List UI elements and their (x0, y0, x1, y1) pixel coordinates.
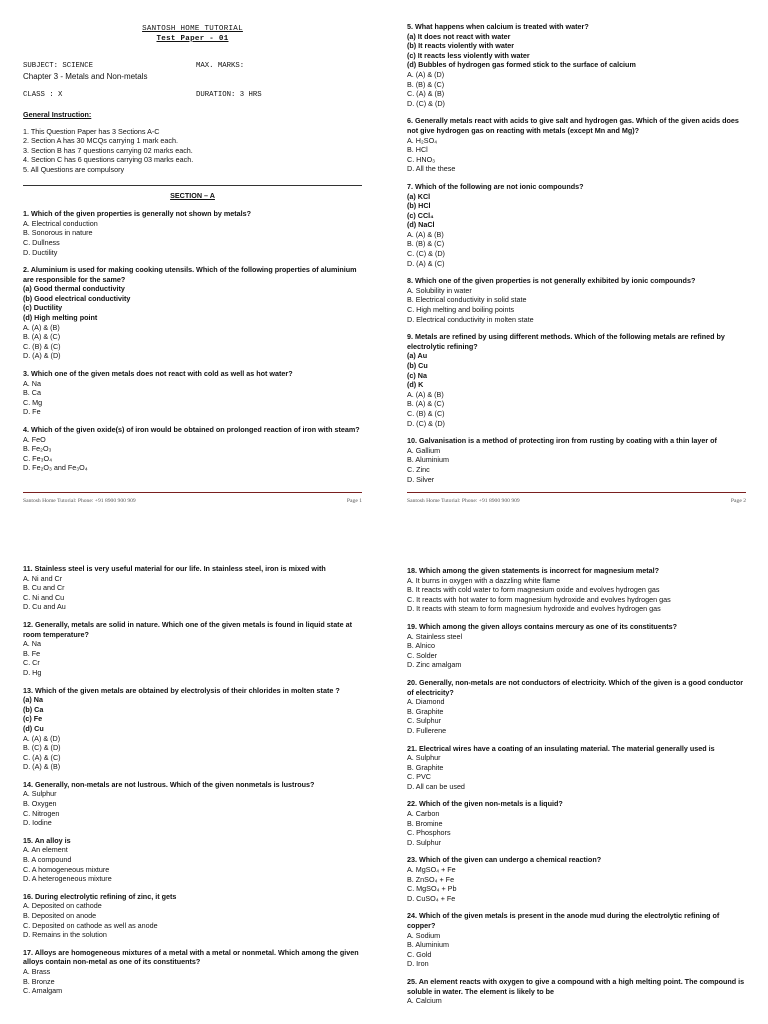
option-b: B. Sonorous in nature (23, 228, 93, 238)
question-11 (23, 564, 362, 612)
question-20 (407, 678, 746, 736)
statement-c: (c) CCl₄ (407, 210, 434, 220)
question-19 (407, 622, 746, 670)
page-footer (23, 492, 362, 512)
footer-contact: Santosh Home Tutorial: Phone: +91 8900 900 909 (407, 498, 520, 504)
question-text: 23. Which of the given can undergo a chemical reaction? (407, 855, 602, 865)
section-title: SECTION – A (170, 190, 215, 200)
option-a: A. (A) & (B) (407, 389, 444, 399)
option-c: C. Gold (407, 949, 432, 959)
option-a: A. Gallium (407, 445, 441, 455)
option-b: B. HCl (407, 145, 428, 155)
subject-label: SUBJECT: SCIENCE (23, 62, 94, 71)
question-15 (23, 836, 362, 884)
general-instruction-heading: General Instruction: (23, 109, 92, 119)
option-a: A. Ni and Cr (23, 573, 63, 583)
instruction-item: 4. Section C has 6 questions carrying 03 marks each. (23, 155, 194, 165)
question-13 (23, 686, 362, 772)
option-a: A. Solubility in water (407, 285, 472, 295)
option-d: D. Remains in the solution (23, 930, 107, 940)
option-a: A. Electrical conduction (23, 218, 98, 228)
option-b: B. Fe₂O₃ (23, 444, 52, 454)
statement-c: (c) Ductility (23, 303, 63, 313)
page-2 (384, 0, 768, 512)
question-text: 16. During electrolytic refining of zinc, it gets (23, 891, 177, 901)
option-c: C. It reacts with hot water to form magnesium hydroxide and evolves hydrogen gas (407, 594, 671, 604)
option-b: B. Alnico (407, 641, 435, 651)
question-text: 7. Which of the following are not ionic compounds? (407, 181, 584, 191)
page-3-content (23, 564, 362, 1004)
instruction-item: 2. Section A has 30 MCQs carrying 1 mark each. (23, 136, 179, 146)
option-a: A. Stainless steel (407, 631, 463, 641)
option-d: D. Electrical conductivity in molten state (407, 314, 534, 324)
question-text: 6. Generally metals react with acids to give salt and hydrogen gas. Which of the given acids does not give hydrogen gas on reacting with metals (except Mn and Mg)? (407, 116, 739, 135)
option-c: C. High melting and boiling points (407, 305, 515, 315)
option-a: A. (A) & (B) (407, 229, 444, 239)
statement-a: (a) Na (23, 695, 43, 705)
page-1-content (23, 25, 362, 481)
option-b: B. (B) & (C) (407, 239, 445, 249)
option-a: A. It burns in oxygen with a dazzling white flame (407, 575, 561, 585)
option-b: B. It reacts with cold water to form magnesium oxide and evolves hydrogen gas (407, 585, 660, 595)
question-text: 2. Aluminium is used for making cooking utensils. Which of the following properties of aluminium are responsible for the same? (23, 265, 357, 284)
option-c: C. (A) & (B) (407, 89, 445, 99)
option-a: A. Na (23, 378, 41, 388)
statement-c: (c) Na (407, 370, 427, 380)
option-d: D. (C) & (D) (407, 98, 445, 108)
question-23 (407, 855, 746, 903)
statement-c: (c) Fe (23, 714, 43, 724)
question-text: 25. An element reacts with oxygen to give a compound with a high melting point. The compound is soluble in water. The element is likely to be (407, 976, 745, 996)
page-4 (384, 512, 768, 1024)
option-b: B. Fe (23, 648, 41, 658)
option-d: D. (A) & (C) (407, 258, 445, 268)
option-d: D. (C) & (D) (407, 418, 445, 428)
question-14 (23, 780, 362, 828)
option-d: D. (A) & (B) (23, 762, 61, 772)
subject-row (23, 62, 362, 72)
option-b: B. Aluminium (407, 940, 449, 950)
instruction-item: 3. Section B has 7 questions carrying 02 marks each. (23, 145, 193, 155)
page-number: Page 1 (346, 498, 362, 504)
option-d: D. Hg (23, 667, 42, 677)
option-b: B. ZnSO₄ + Fe (407, 874, 455, 884)
question-6 (407, 116, 746, 174)
footer-rule (23, 492, 362, 493)
instruction-item: 5. All Questions are compulsory (23, 164, 125, 174)
footer-rule (407, 492, 746, 493)
page-footer (407, 492, 746, 512)
option-c: C. Mg (23, 397, 43, 407)
question-18 (407, 566, 746, 614)
question-text: 21. Electrical wires have a coating of an insulating material. The material generally used is (407, 743, 715, 753)
question-text: 1. Which of the given properties is generally not shown by metals? (23, 209, 252, 219)
instructions-list (23, 127, 362, 175)
class-label: CLASS : X (23, 91, 63, 100)
option-d: D. Sulphur (407, 837, 441, 847)
option-c: C. (C) & (D) (407, 249, 445, 259)
option-b: B. Graphite (407, 762, 444, 772)
page-4-content (407, 566, 746, 1014)
option-c: C. Zinc (407, 464, 430, 474)
option-d: D. Cu and Au (23, 602, 66, 612)
option-b: B. (B) & (C) (407, 79, 445, 89)
statement-b: (b) Cu (407, 361, 428, 370)
question-4 (23, 425, 362, 473)
statement-b: (b) Ca (23, 704, 44, 714)
option-c: C. Dullness (23, 237, 60, 247)
option-d: D. Fullerene (407, 725, 447, 735)
option-a: A. Deposited on cathode (23, 901, 102, 911)
footer-contact: Santosh Home Tutorial: Phone: +91 8900 900 909 (23, 498, 136, 504)
question-25 (407, 977, 746, 1006)
question-text: 5. What happens when calcium is treated with water? (407, 22, 589, 31)
class-row (23, 91, 362, 101)
option-b: B. (A) & (C) (407, 399, 445, 409)
option-a: A. (A) & (D) (407, 69, 445, 79)
question-text: 11. Stainless steel is very useful material for our life. In stainless steel, iron is mixed with (23, 564, 326, 573)
option-a: A. An element (23, 845, 68, 855)
option-c: C. A homogeneous mixture (23, 864, 110, 874)
option-d: D. Ductility (23, 247, 58, 257)
option-d: D. All can be used (407, 781, 465, 791)
question-5 (407, 22, 746, 108)
option-c: C. Fe₃O₄ (23, 453, 53, 463)
option-b: B. Bronze (23, 976, 55, 986)
option-a: A. Brass (23, 966, 51, 976)
question-text: 15. An alloy is (23, 835, 71, 845)
option-d: D. CuSO₄ + Fe (407, 893, 456, 903)
option-a: A. FeO (23, 434, 46, 444)
question-text: 9. Metals are refined by using different methods. Which of the following metals are refined by electrolytic refining? (407, 332, 725, 351)
option-c: C. Phosphors (407, 828, 451, 838)
option-a: A. MgSO₄ + Fe (407, 865, 456, 875)
option-d: D. All the these (407, 164, 456, 174)
option-b: B. Bromine (407, 818, 443, 828)
option-d: D. Fe (23, 407, 41, 417)
question-8 (407, 276, 746, 324)
question-text: 8. Which one of the given properties is not generally exhibited by ionic compounds? (407, 276, 696, 286)
option-a: A. Sulphur (23, 789, 57, 799)
option-c: C. Ni and Cu (23, 592, 65, 602)
option-d: D. Iron (407, 959, 429, 969)
statement-d: (d) K (407, 380, 424, 390)
statement-a: (a) It does not react with water (407, 31, 511, 41)
statement-d: (d) NaCl (407, 220, 435, 230)
statement-d: (d) Cu (23, 723, 44, 733)
question-text: 20. Generally, non-metals are not conductors of electricity. Which of the given is a good conductor of electricity? (407, 677, 744, 697)
option-a: A. (A) & (B) (23, 322, 60, 332)
question-text: 4. Which of the given oxide(s) of iron would be obtained on prolonged reaction of iron with steam? (23, 425, 360, 434)
statement-a: (a) KCl (407, 191, 431, 201)
option-d: D. Zinc amalgam (407, 660, 462, 670)
option-a: A. Diamond (407, 697, 445, 707)
question-22 (407, 799, 746, 847)
statement-a: (a) Au (407, 351, 428, 361)
statement-a: (a) Good thermal conductivity (23, 284, 125, 294)
tutorial-title: SANTOSH HOME TUTORIAL (142, 25, 243, 33)
option-b: B. Ca (23, 388, 41, 398)
question-7 (407, 182, 746, 268)
option-d: D. Silver (407, 474, 435, 484)
option-c: C. Cr (23, 658, 40, 668)
statement-b: (b) HCl (407, 201, 431, 211)
option-a: A. Sulphur (407, 753, 441, 763)
option-c: C. Solder (407, 650, 437, 660)
option-c: C. (A) & (C) (23, 752, 61, 762)
chapter-title: Chapter 3 - Metals and Non-metals (23, 71, 148, 81)
question-text: 12. Generally, metals are solid in nature. Which one of the given metals is found in liquid state at room temperature? (23, 619, 352, 639)
page-3 (0, 512, 384, 1024)
question-text: 13. Which of the given metals are obtained by electrolysis of their chlorides in molten state ? (23, 685, 340, 695)
question-text: 18. Which among the given statements is incorrect for magnesium metal? (407, 566, 660, 575)
option-d: D. It reacts with steam to form magnesium hydroxide and evolves hydrogen gas (407, 604, 661, 614)
option-c: C. Amalgam (23, 986, 63, 996)
option-a: A. Sodium (407, 930, 441, 940)
option-b: B. Electrical conductivity in solid state (407, 295, 527, 305)
question-text: 3. Which one of the given metals does not react with cold as well as hot water? (23, 369, 293, 379)
statement-b: (b) It reacts violently with water (407, 41, 515, 51)
statement-d: (d) High melting point (23, 313, 98, 323)
question-21 (407, 744, 746, 792)
option-c: C. Deposited on cathode as well as anode (23, 920, 158, 930)
option-c: C. MgSO₄ + Pb (407, 884, 457, 894)
question-1 (23, 209, 362, 257)
option-c: C. Sulphur (407, 716, 441, 726)
option-c: C. HNO₃ (407, 154, 436, 164)
option-b: B. (A) & (C) (23, 332, 61, 342)
question-3 (23, 369, 362, 417)
option-a: A. (A) & (D) (23, 733, 61, 743)
option-a: A. H₂SO₄ (407, 135, 438, 145)
question-17 (23, 948, 362, 996)
option-a: A. Calcium (407, 996, 442, 1006)
page-number: Page 2 (730, 498, 746, 504)
duration-label: DURATION: 3 HRS (196, 91, 262, 100)
question-12 (23, 620, 362, 678)
question-text: 10. Galvanisation is a method of protecting iron from rusting by coating with a thin layer of (407, 436, 717, 446)
statement-d: (d) Bubbles of hydrogen gas formed stick to the surface of calcium (407, 60, 636, 70)
option-d: D. A heterogeneous mixture (23, 874, 112, 884)
option-b: B. Oxygen (23, 799, 57, 809)
question-24 (407, 911, 746, 969)
test-paper-title: Test Paper - 01 (156, 34, 229, 43)
option-a: A. Na (23, 639, 41, 649)
question-text: 14. Generally, non-metals are not lustrous. Which of the given nonmetals is lustrous? (23, 779, 315, 789)
page-2-content (407, 22, 746, 492)
question-text: 19. Which among the given alloys contains mercury as one of its constituents? (407, 621, 677, 631)
option-b: B. (C) & (D) (23, 743, 61, 753)
statement-b: (b) Good electrical conductivity (23, 293, 131, 303)
option-d: D. (A) & (D) (23, 351, 61, 361)
option-a: A. Carbon (407, 809, 440, 819)
question-text: 17. Alloys are homogeneous mixtures of a metal with a metal or nonmetal. Which among the given alloys contain non-metal as one of its constituents? (23, 947, 359, 967)
question-16 (23, 892, 362, 940)
question-9 (407, 332, 746, 428)
option-b: B. Cu and Cr (23, 583, 65, 593)
option-c: C. PVC (407, 772, 431, 782)
question-text: 22. Which of the given non-metals is a liquid? (407, 799, 563, 809)
section-divider (23, 185, 362, 186)
option-c: C. (B) & (C) (407, 408, 445, 418)
statement-c: (c) It reacts less violently with water (407, 50, 530, 60)
option-b: B. Deposited on anode (23, 911, 97, 920)
page-1 (0, 0, 384, 512)
question-2 (23, 265, 362, 361)
option-d: D. Fe₂O₃ and Fe₃O₄ (23, 463, 88, 473)
option-b: B. A compound (23, 855, 72, 865)
max-marks-label: MAX. MARKS: (196, 62, 245, 71)
question-text: 24. Which of the given metals is present in the anode mud during the electrolytic refining of copper? (407, 911, 720, 930)
instruction-item: 1. This Question Paper has 3 Sections A-C (23, 126, 160, 136)
option-b: B. Aluminium (407, 455, 449, 465)
question-10 (407, 436, 746, 484)
option-d: D. Iodine (23, 818, 52, 828)
option-c: C. Nitrogen (23, 808, 60, 818)
option-c: C. (B) & (C) (23, 341, 61, 351)
option-b: B. Graphite (407, 706, 444, 716)
